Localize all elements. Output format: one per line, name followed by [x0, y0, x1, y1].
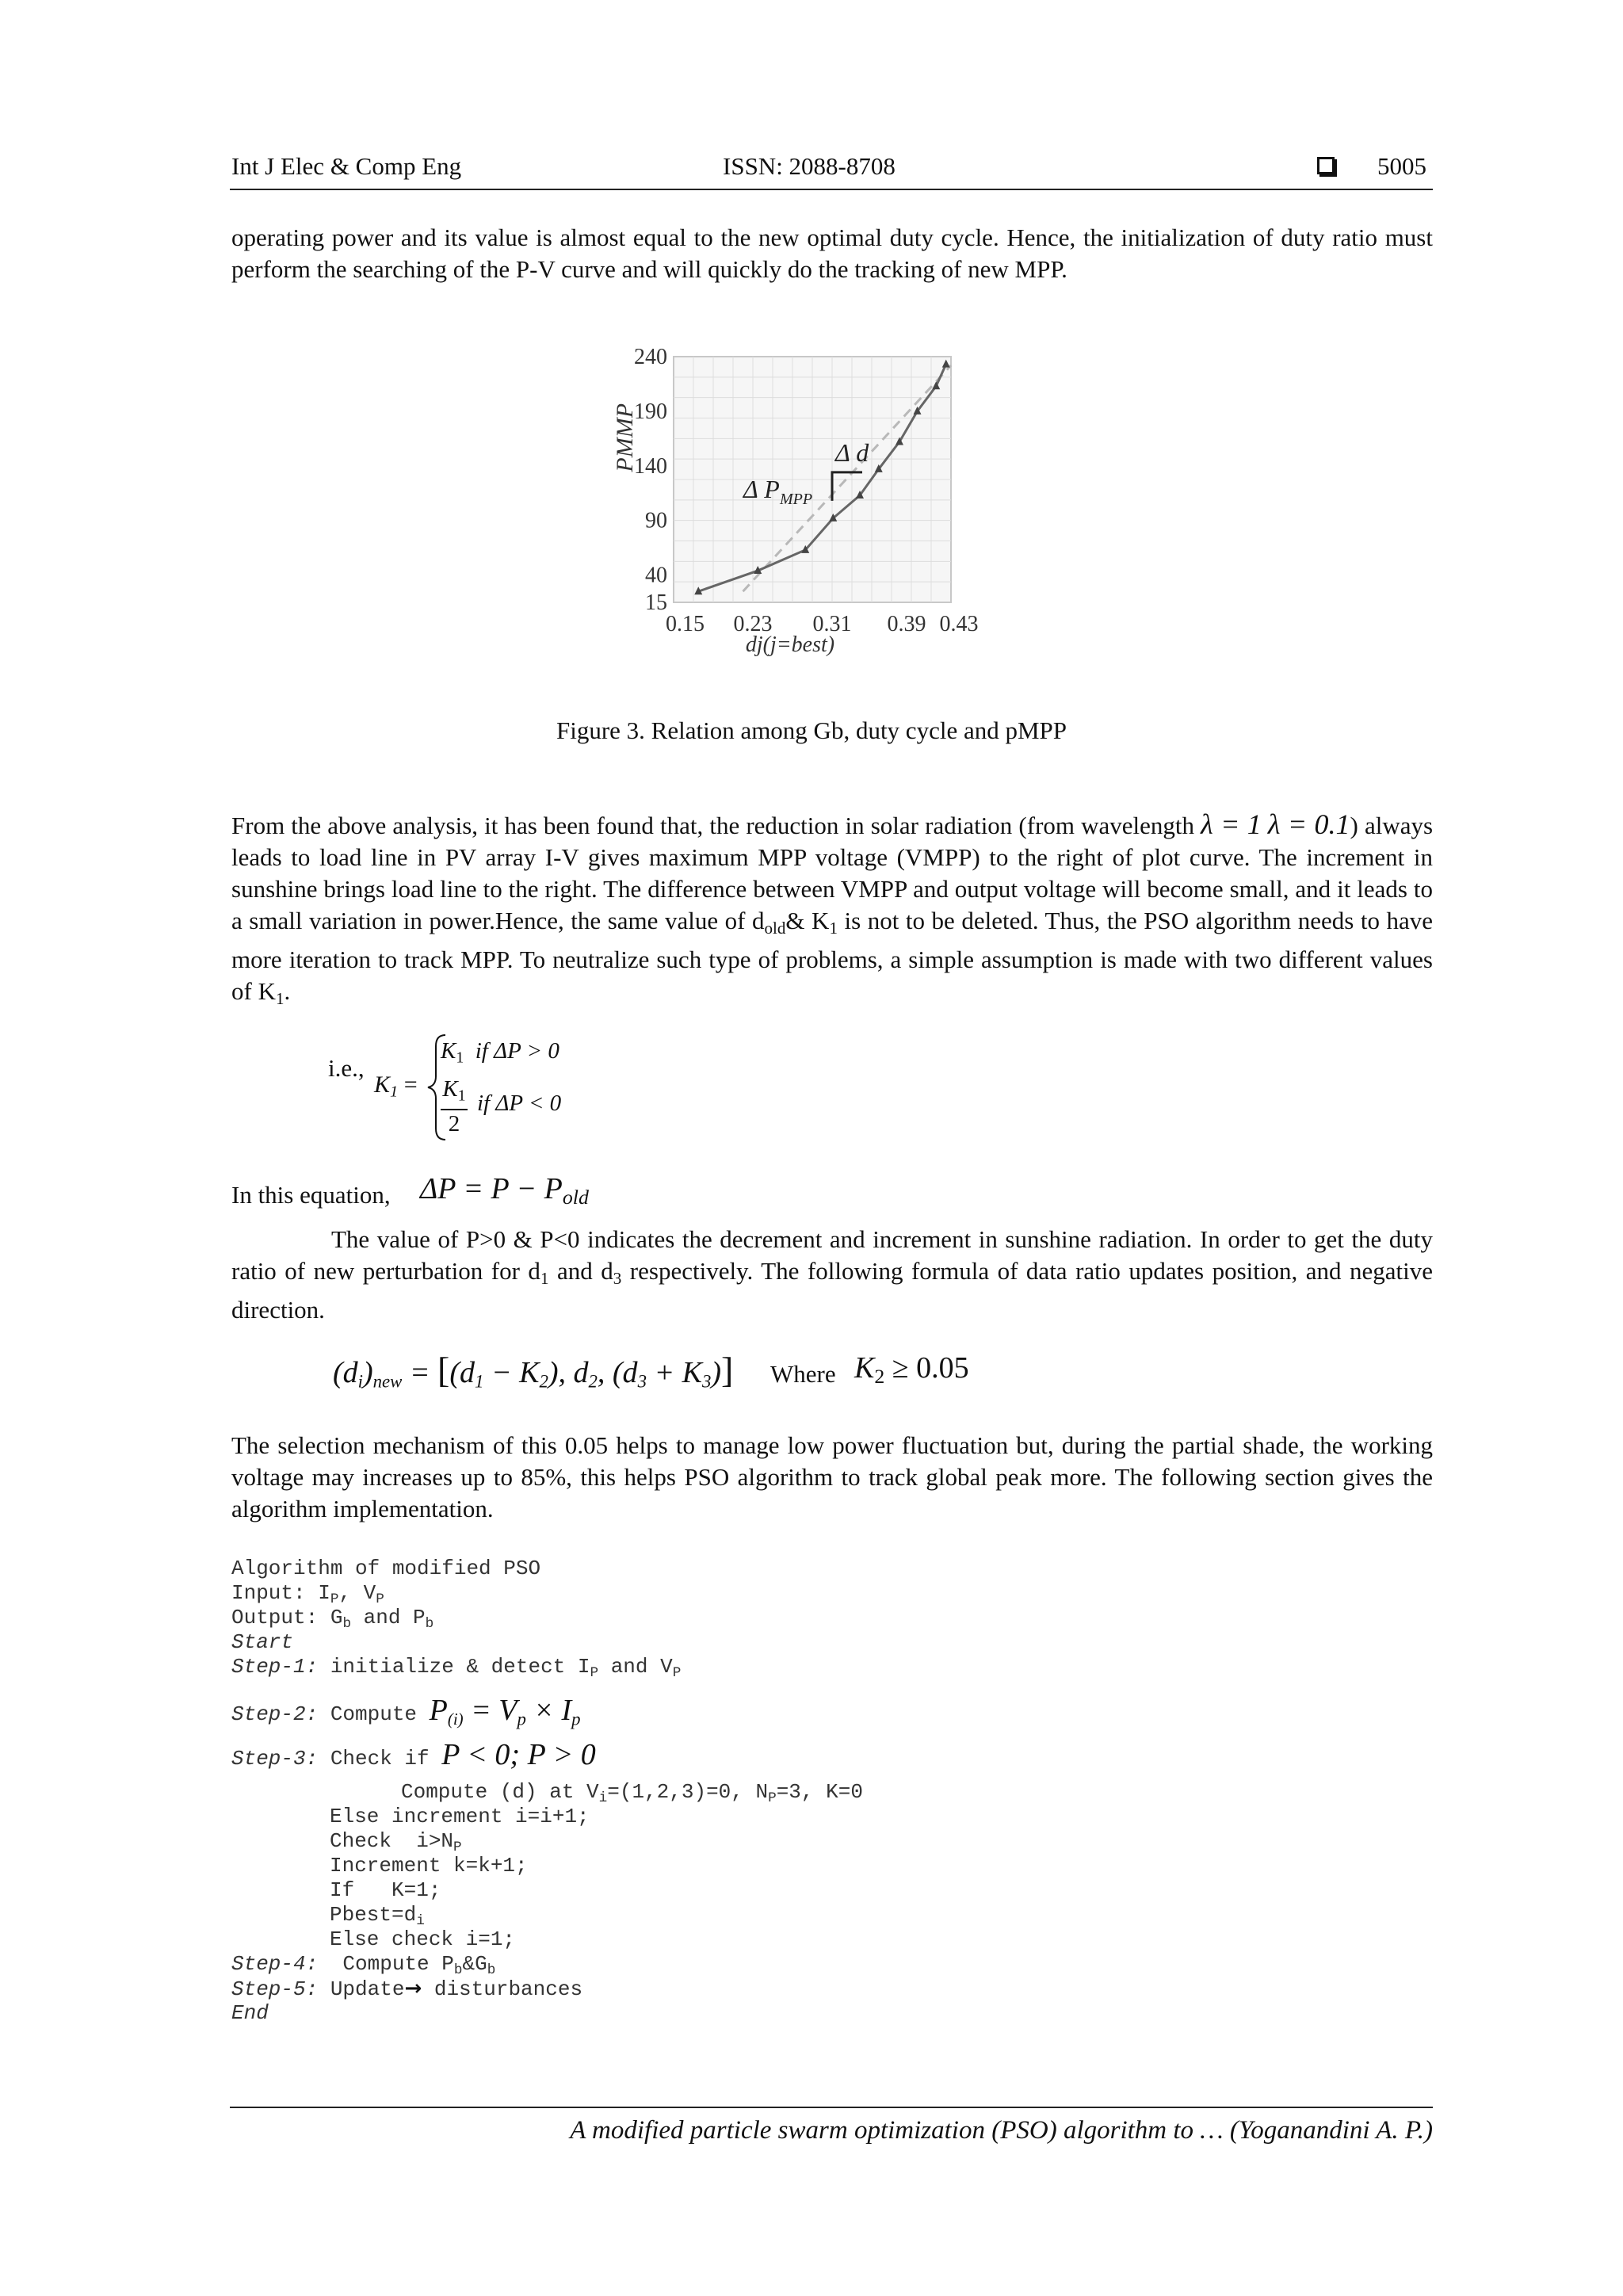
output-mid: and P	[351, 1606, 426, 1629]
d3-sub: 3	[613, 1268, 622, 1288]
update-equation: $(d_i)_{new} = [(d_1 - K_2)$, $d_2$, $(d_3 + K_3)$]	[333, 1350, 734, 1392]
piecewise-ie: i.e.,	[328, 1054, 365, 1082]
y-tick-label: 90	[645, 508, 667, 533]
analysis-text-1: From the above analysis, it has been found that, the reduction in solar radiation (from wavelength	[231, 812, 1195, 839]
compute-b: =(1,2,3)=0, N	[607, 1780, 769, 1804]
case-2-fraction	[441, 1076, 468, 1137]
step3-text: Check if	[318, 1747, 442, 1771]
input-label: Input: I	[231, 1581, 330, 1605]
algo-else-increment: Else increment i=i+1;	[330, 1805, 590, 1828]
step5-a: Update	[318, 1977, 405, 2001]
algo-title: Algorithm of modified PSO	[231, 1557, 541, 1580]
step2-text: Compute	[318, 1702, 430, 1726]
y-tick-label: 240	[634, 345, 667, 369]
analysis-text-4: is not to be deleted. Thus, the PSO algorithm needs to have more iteration to track MPP. To neutralize such type of problems, a simple assumption is made with two different values of K	[231, 907, 1434, 1005]
analysis-text-5: .	[284, 976, 291, 1005]
x-tick-label: 0.23	[733, 612, 773, 636]
case-1	[441, 1038, 559, 1068]
input-mid: , V	[338, 1581, 376, 1605]
radiation-text-2: and d	[548, 1257, 613, 1285]
delta-p-sub: MPP	[780, 490, 813, 508]
algo-check	[330, 1829, 462, 1855]
check-s: P	[453, 1839, 462, 1855]
case1-sub: 1	[456, 1049, 464, 1067]
output-sub1: b	[342, 1615, 352, 1632]
page-number: 5005	[1377, 152, 1426, 180]
step2-label: Step-2:	[231, 1702, 319, 1726]
analysis-text-2: ) always leads to load line in PV array I-V gives maximum MPP voltage (VMPP) to the right of plot curve. The increment in sunshine brings load line to the right. The difference between VMPP and output voltage will become small, and it leads to a small variation in power.Hence, the same value of d	[231, 812, 1434, 934]
delta-p-formula	[420, 1171, 589, 1209]
y-tick-label: 15	[645, 590, 667, 615]
algo-step2	[231, 1693, 581, 1729]
algo-end: End	[231, 2001, 269, 2025]
y-tick-label: 140	[634, 453, 667, 479]
k1-sub-2: 1	[275, 988, 285, 1008]
x-tick-label: 0.15	[666, 612, 705, 636]
d1-sub: 1	[540, 1268, 549, 1288]
k1-sub: 1	[829, 918, 838, 938]
step2-p: P	[429, 1694, 448, 1727]
analysis-text-3: & K	[785, 907, 830, 934]
dold-sub: old	[764, 918, 786, 938]
intro-paragraph: operating power and its value is almost equal to the new optimal duty cycle. Hence, the initialization of duty ratio must perform the searching of the P-V curve and will quickly do the tracking of new MPP.	[231, 223, 1433, 283]
step1-b: and V	[598, 1655, 673, 1679]
step4-a: Compute P	[318, 1952, 454, 1976]
case2-den: 2	[448, 1110, 460, 1137]
piecewise-lhs-sub: 1	[390, 1083, 399, 1101]
algo-start: Start	[231, 1630, 294, 1654]
algo-if: If K=1;	[330, 1878, 441, 1902]
case2-num: K	[442, 1076, 458, 1102]
k2-sub: 2	[874, 1365, 885, 1389]
piecewise-eq: =	[398, 1072, 418, 1098]
algo-output	[231, 1606, 433, 1632]
step1-a: initialize & detect I	[318, 1655, 590, 1679]
compute-a: Compute (d) at V	[401, 1780, 599, 1804]
eq-prefix: In this equation,	[231, 1181, 391, 1209]
radiation-paragraph	[231, 1224, 1433, 1326]
arrow-right-icon: →	[404, 1977, 422, 2000]
case1-k: K	[441, 1038, 456, 1064]
lambda-1: λ = 1	[1201, 808, 1262, 840]
compute-s2: P	[768, 1790, 777, 1806]
piecewise-lhs-var: K	[374, 1072, 391, 1098]
x-tick-label: 0.39	[887, 612, 926, 636]
check-a: Check i>N	[330, 1829, 454, 1853]
x-axis-label: dj(j=best)	[745, 632, 835, 657]
journal-name: Int J Elec & Comp Eng	[231, 152, 462, 180]
algo-step4	[231, 1952, 495, 1978]
step4-s2: b	[487, 1962, 496, 1978]
piecewise-lhs	[374, 1072, 418, 1102]
y-tick-label: 40	[645, 563, 667, 588]
case2-cond: if ΔP < 0	[477, 1091, 562, 1116]
compute-s: i	[598, 1790, 608, 1806]
radiation-text-3: respectively. The following formula of data ratio updates position, and negative direction.	[231, 1257, 1433, 1324]
running-footer: A modified particle swarm optimization (PSO) algorithm to … (Yoganandini A. P.)	[570, 2116, 1433, 2145]
k2-condition	[854, 1350, 969, 1389]
k2-rest: ≥ 0.05	[884, 1351, 969, 1385]
algo-increment-k: Increment k=k+1;	[330, 1854, 528, 1878]
step4-label: Step-4:	[231, 1952, 319, 1976]
figure-chart	[602, 341, 1046, 690]
where-label: Where	[770, 1360, 836, 1388]
algo-step3	[231, 1737, 596, 1772]
algo-step5	[231, 1977, 582, 2001]
algo-step1	[231, 1655, 681, 1681]
step5-label: Step-5:	[231, 1977, 319, 2001]
y-tick-label: 190	[634, 399, 667, 424]
step4-s1: b	[453, 1962, 463, 1978]
x-tick-label: 0.31	[812, 612, 852, 636]
delta-p-sub: old	[562, 1186, 589, 1209]
output-label: Output: G	[231, 1606, 343, 1629]
footer-rule	[230, 2107, 1433, 2108]
input-sub2: P	[376, 1591, 384, 1607]
step1-s1: P	[590, 1664, 599, 1681]
pbest-s: i	[416, 1912, 425, 1929]
step1-label: Step-1:	[231, 1655, 319, 1679]
compute-c: =3, K=0	[776, 1780, 863, 1804]
y-axis-label: PMMP	[612, 403, 638, 472]
step1-s2: P	[672, 1664, 682, 1681]
square-bullet-icon	[1317, 157, 1335, 174]
issn: ISSN: 2088-8708	[723, 152, 896, 180]
input-sub1: P	[330, 1591, 339, 1607]
delta-p-label: Δ P	[743, 474, 780, 503]
analysis-paragraph	[231, 808, 1433, 1014]
pbest-a: Pbest=d	[330, 1903, 417, 1927]
lambda-2: λ = 0.1	[1267, 808, 1350, 840]
step3-label: Step-3:	[231, 1747, 319, 1771]
algo-compute	[401, 1780, 863, 1806]
selection-paragraph: The selection mechanism of this 0.05 helps to manage low power fluctuation but, during the partial shade, the working voltage may increases up to 85%, this helps PSO algorithm to track global peak more. The following section gives the algorithm implementation.	[231, 1431, 1433, 1522]
step2-formula: $P_{(i)} = V_p \times I_p$	[429, 1694, 581, 1729]
algo-pbest	[330, 1903, 425, 1929]
step3-formula: P < 0; P > 0	[441, 1738, 596, 1771]
x-tick-label: 0.43	[939, 612, 979, 636]
case2-num-sub: 1	[457, 1087, 466, 1105]
radiation-text-1: The value of P>0 & P<0 indicates the decrement and increment in sunshine radiation. In order to get the duty ratio of new perturbation for d	[231, 1225, 1433, 1285]
case1-cond: if ΔP > 0	[475, 1038, 559, 1064]
k2-var: K	[854, 1351, 875, 1385]
header-rule	[230, 189, 1433, 190]
delta-p-main: ΔP = P − P	[420, 1172, 563, 1205]
step5-b: disturbances	[422, 1977, 583, 2001]
delta-d-label: Δ d	[835, 437, 869, 467]
algo-input	[231, 1581, 384, 1607]
algo-else-check: Else check i=1;	[330, 1927, 516, 1951]
step4-b: &G	[462, 1952, 487, 1976]
figure-caption: Figure 3. Relation among Gb, duty cycle and pMPP	[556, 716, 1067, 744]
output-sub2: b	[425, 1615, 434, 1632]
